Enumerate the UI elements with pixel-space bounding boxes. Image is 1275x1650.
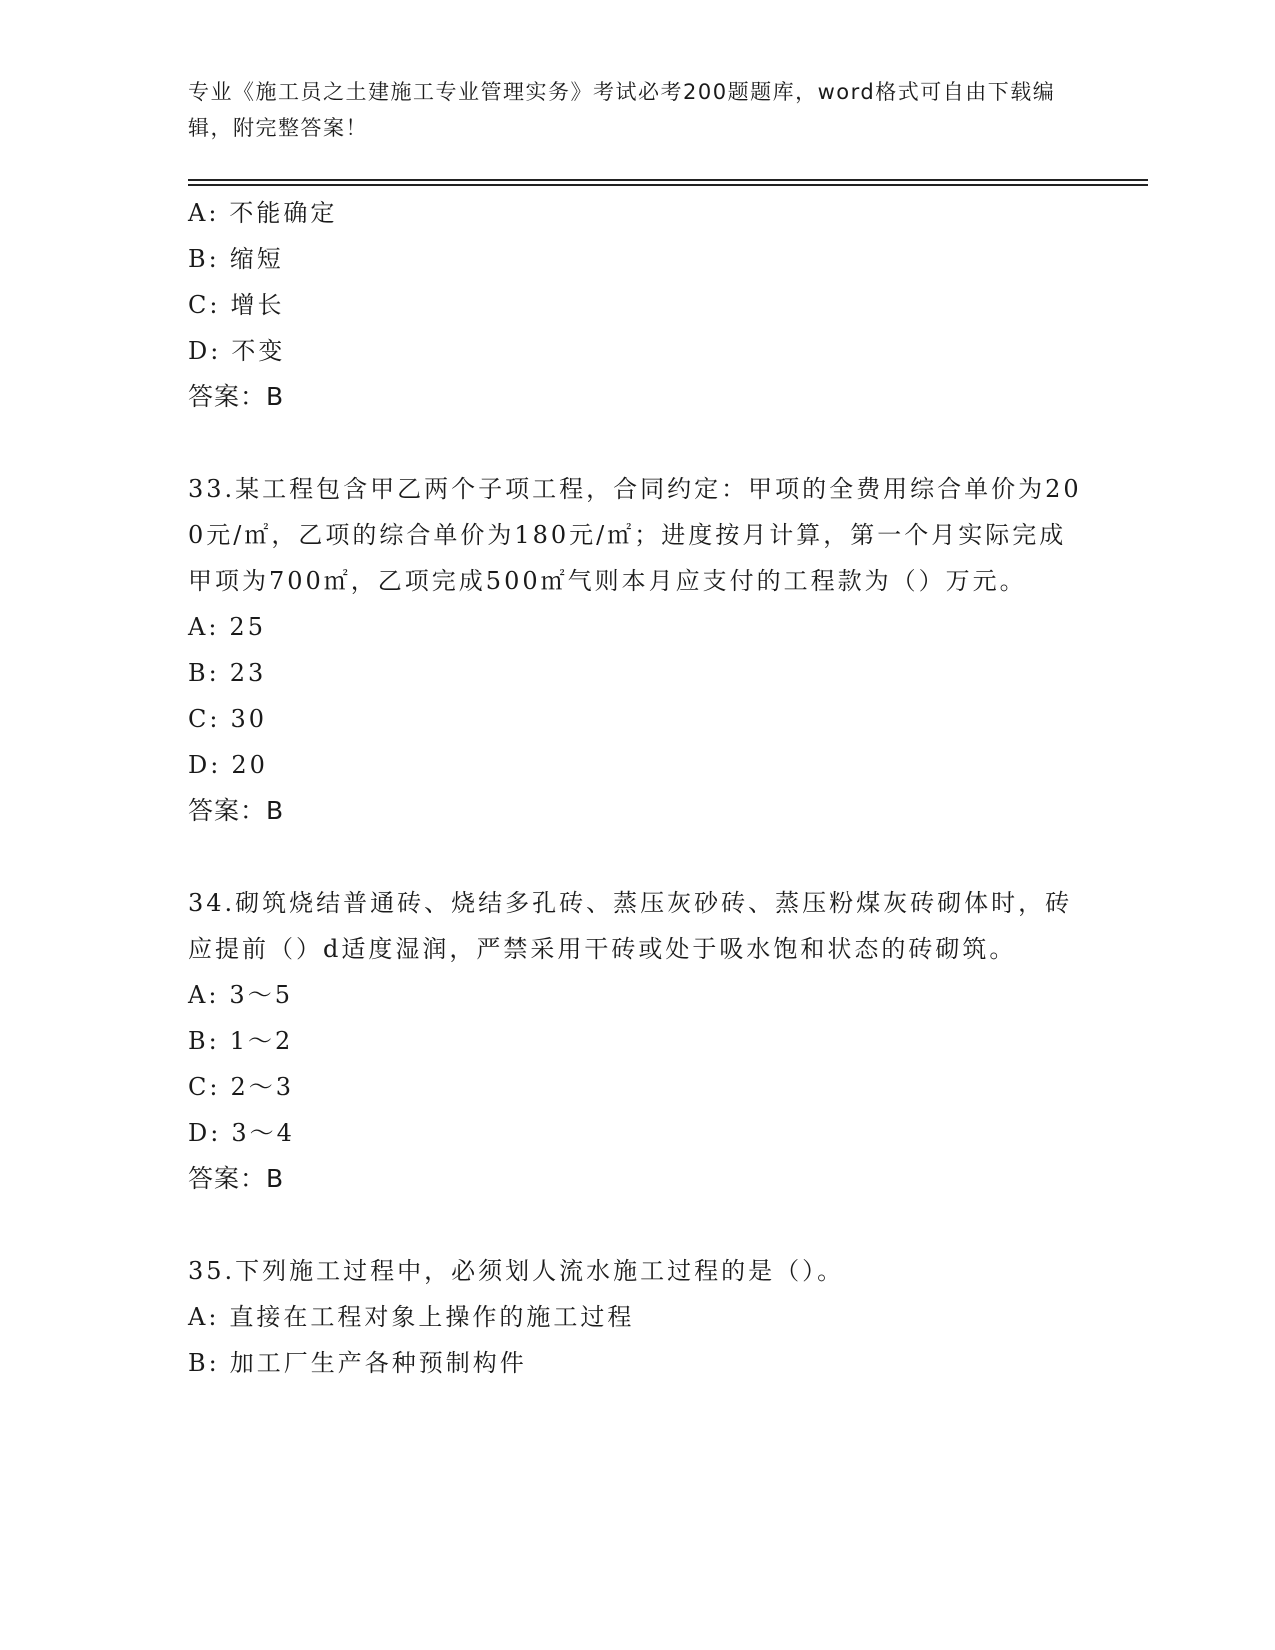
option-c: C: 30 (188, 705, 267, 733)
answer-line: 答案：B (188, 382, 285, 411)
question-32-continuation (188, 190, 1088, 420)
question-text: 33.某工程包含甲乙两个子项工程，合同约定：甲项的全费用综合单价为200元/㎡，乙项的综合单价为180元/㎡；进度按月计算，第一个月实际完成甲项为700㎡，乙项完成500㎡气则本月应支付的工程款为（）万元。 (188, 475, 1082, 595)
question-34 (188, 880, 1088, 1202)
option-a: A: 25 (188, 613, 266, 641)
question-list (188, 190, 1088, 1386)
option-a: A: 不能确定 (188, 199, 338, 227)
option-d: D: 20 (188, 751, 268, 779)
option-b: B: 1～2 (188, 1027, 294, 1055)
question-35 (188, 1248, 1088, 1386)
question-text: 34.砌筑烧结普通砖、烧结多孔砖、蒸压灰砂砖、蒸压粉煤灰砖砌体时，砖应提前（）d适度湿润，严禁采用干砖或处于吸水饱和状态的砖砌筑。 (188, 889, 1073, 963)
question-text: 35.下列施工过程中，必须划人流水施工过程的是（）。 (188, 1257, 845, 1285)
answer-line: 答案：B (188, 1164, 285, 1193)
option-a: A: 直接在工程对象上操作的施工过程 (188, 1303, 635, 1331)
option-c: C: 2～3 (188, 1073, 294, 1101)
option-d: D: 不变 (188, 337, 286, 365)
header-divider-top (188, 179, 1148, 181)
option-a: A: 3～5 (188, 981, 293, 1009)
option-b: B: 加工厂生产各种预制构件 (188, 1349, 527, 1377)
header-divider-bottom (188, 184, 1148, 186)
option-c: C: 增长 (188, 291, 285, 319)
document-header: 专业《施工员之土建施工专业管理实务》考试必考200题题库，word格式可自由下载编辑，附完整答案！ (188, 80, 1056, 140)
answer-line: 答案：B (188, 796, 285, 825)
option-d: D: 3～4 (188, 1119, 295, 1147)
option-b: B: 缩短 (188, 245, 284, 273)
option-b: B: 23 (188, 659, 267, 687)
question-33 (188, 466, 1088, 834)
